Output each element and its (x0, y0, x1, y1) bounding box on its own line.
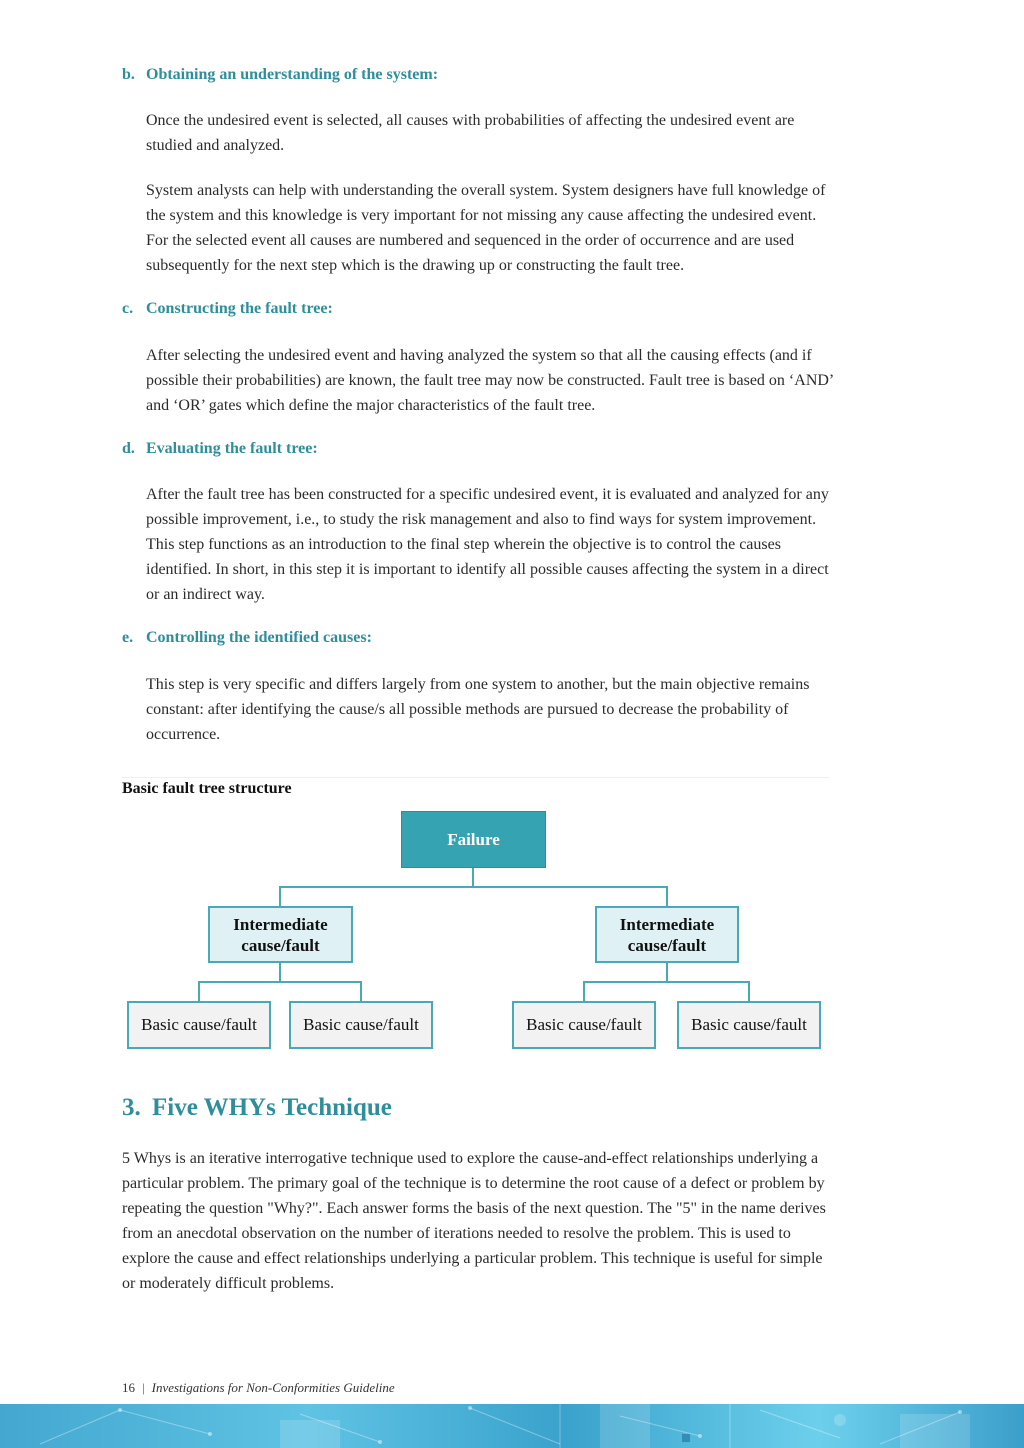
step-title: Constructing the fault tree: (146, 300, 333, 317)
step-title: Controlling the identified causes: (146, 629, 372, 646)
paragraph: After the fault tree has been constructed for a specific undesired event, it is evaluated and analyzed for any possible improvement, i.e., to study the risk management and also to find ways for system improvement. This step functions as an introduction to the final step wherein the objective is to control the causes identified. In short, in this step it is important to identify all possible causes affecting the system in a direct or an indirect way. (146, 486, 829, 603)
step-b-heading (122, 66, 438, 84)
failure-node: Failure (401, 811, 546, 868)
page-number: 16 (122, 1380, 135, 1395)
connector-line (472, 868, 474, 887)
connector-line (279, 886, 281, 907)
section-number: 3. (122, 1094, 141, 1121)
connector-line (583, 981, 585, 1001)
paragraph: After selecting the undesired event and having analyzed the system so that all the causing effects (and if possible their probabilities) are known, the fault tree may now be constructed. Fault tree is based on ‘AND’ and ‘OR’ gates which define the major characteristics of the fault tree. (146, 347, 834, 414)
section-body: 5 Whys is an iterative interrogative technique used to explore the cause-and-effect relationships underlying a particular problem. The primary goal of the technique is to determine the root cause of a defect or problem by repeating the question "Why?". Each answer forms the basis of the next question. The "5" in the name derives from an anecdotal observation on the number of iterations needed to resolve the problem. This is used to explore the cause and effect relationships underlying a particular problem. This technique is useful for simple or moderately difficult problems. (122, 1150, 826, 1292)
connector-line (666, 886, 668, 907)
decorative-footer-band (0, 1404, 1024, 1448)
network-pattern-icon (0, 1404, 1024, 1448)
step-title: Evaluating the fault tree: (146, 440, 318, 457)
step-letter: c. (122, 300, 134, 317)
basic-node: Basic cause/fault (512, 1001, 656, 1049)
connector-line (279, 963, 281, 982)
diagram-title: Basic fault tree structure (122, 780, 292, 797)
section-title: Five WHYs Technique (152, 1094, 392, 1121)
footer-separator: | (142, 1380, 145, 1395)
step-letter: b. (122, 66, 135, 83)
basic-node: Basic cause/fault (677, 1001, 821, 1049)
paragraph: System analysts can help with understanding the overall system. System designers have full knowledge of the system and this knowledge is very important for not missing any cause affecting the undesired event. For the selected event all causes are numbered and sequenced in the order of occurrence and are used subsequently for the next step which is the drawing up or constructing the fault tree. (146, 182, 826, 274)
basic-node: Basic cause/fault (289, 1001, 433, 1049)
basic-node: Basic cause/fault (127, 1001, 271, 1049)
step-c-heading (122, 300, 333, 318)
paragraph: Once the undesired event is selected, all causes with probabilities of affecting the undesired event are studied and analyzed. (146, 112, 795, 154)
divider (122, 777, 830, 778)
connector-line (198, 981, 200, 1001)
section-heading (122, 1094, 392, 1122)
connector-line (583, 981, 750, 983)
page-footer (122, 1380, 395, 1396)
step-letter: e. (122, 629, 134, 646)
connector-line (360, 981, 362, 1001)
paragraph: This step is very specific and differs largely from one system to another, but the main objective remains constant: after identifying the cause/s all possible methods are pursued to decrease the probability of occurrence. (146, 676, 810, 743)
connector-line (748, 981, 750, 1001)
intermediate-node: Intermediate cause/fault (208, 906, 353, 963)
step-title: Obtaining an understanding of the system: (146, 66, 439, 83)
connector-line (666, 963, 668, 982)
connector-line (198, 981, 362, 983)
connector-line (279, 886, 668, 888)
step-letter: d. (122, 440, 135, 457)
step-e-heading (122, 629, 372, 647)
step-d-heading (122, 440, 318, 458)
document-title: Investigations for Non-Conformities Guideline (151, 1380, 395, 1395)
intermediate-node: Intermediate cause/fault (595, 906, 739, 963)
